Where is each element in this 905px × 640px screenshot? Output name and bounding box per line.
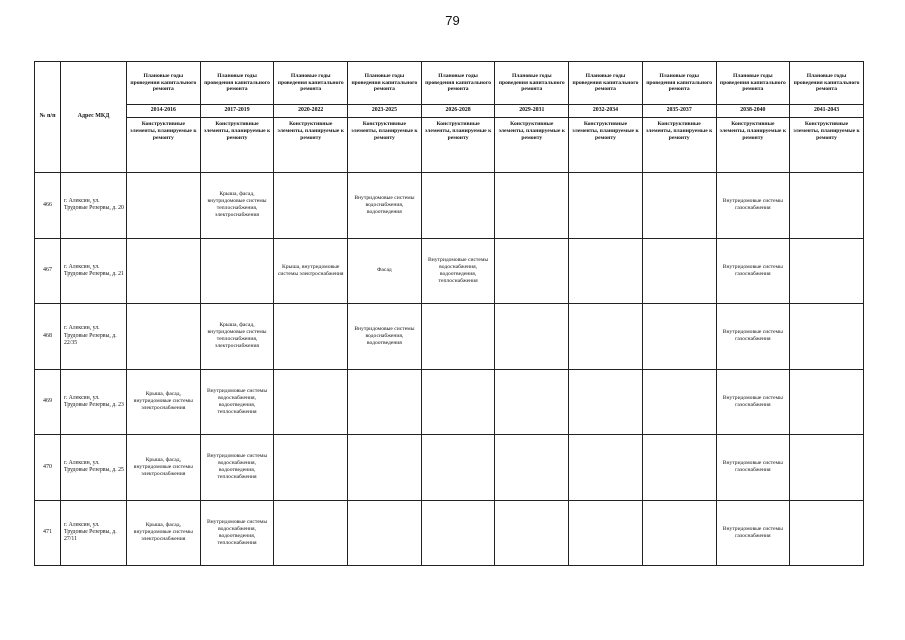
table-cell: Внутридомовые системы водоснабжения, водоотведения (348, 173, 422, 239)
table-cell: Фасад (348, 238, 422, 304)
column-header-address: Адрес МКД (61, 62, 127, 173)
table-cell (200, 238, 274, 304)
repair-plan-table (34, 61, 864, 566)
table-cell: Внутридомовые системы газоснабжения (716, 238, 790, 304)
table-cell (790, 500, 864, 566)
table-cell (348, 500, 422, 566)
column-header-plan-label: Плановые годы проведения капитального ремонта (421, 62, 495, 105)
table-cell: Крыша, фасад, внутридомовые системы теплоснабжения, электроснабжения (200, 304, 274, 370)
table-cell (790, 369, 864, 435)
table-cell (274, 173, 348, 239)
table-cell: Крыша, фасад, внутридомовые системы электроснабжения (127, 369, 201, 435)
table-cell: Крыша, фасад, внутридомовые системы теплоснабжения, электроснабжения (200, 173, 274, 239)
header-row-plan (35, 62, 864, 105)
column-header-period: 2026-2028 (421, 105, 495, 118)
column-header-elements: Конструктивные элементы, планируемые к ремонту (200, 118, 274, 173)
table-row (35, 173, 864, 239)
table-cell: Крыша, фасад, внутридомовые системы электроснабжения (127, 435, 201, 501)
column-header-plan-label: Плановые годы проведения капитального ремонта (790, 62, 864, 105)
table-cell (569, 304, 643, 370)
table-cell (421, 500, 495, 566)
table-cell (642, 435, 716, 501)
table-cell (790, 173, 864, 239)
table-cell: Внутридомовые системы газоснабжения (716, 173, 790, 239)
table-cell (495, 500, 569, 566)
table-cell: Внутридомовые системы водоснабжения, водоотведения, теплоснабжения (421, 238, 495, 304)
row-number: 469 (35, 369, 61, 435)
header-row-elements (35, 118, 864, 173)
column-header-elements: Конструктивные элементы, планируемые к ремонту (642, 118, 716, 173)
column-header-period: 2032-2034 (569, 105, 643, 118)
table-cell (495, 173, 569, 239)
column-header-period: 2014-2016 (127, 105, 201, 118)
table-row (35, 435, 864, 501)
column-header-period: 2029-2031 (495, 105, 569, 118)
table-cell (642, 173, 716, 239)
table-cell (642, 369, 716, 435)
table-cell (127, 238, 201, 304)
table-cell (642, 238, 716, 304)
table-cell: Внутридомовые системы водоснабжения, водоотведения, теплоснабжения (200, 500, 274, 566)
row-address: г. Алексин, ул. Трудовые Резервы, д. 25 (61, 435, 127, 501)
table-row (35, 304, 864, 370)
table-cell: Внутридомовые системы водоснабжения, водоотведения, теплоснабжения (200, 435, 274, 501)
column-header-plan-label: Плановые годы проведения капитального ремонта (348, 62, 422, 105)
column-header-plan-label: Плановые годы проведения капитального ремонта (495, 62, 569, 105)
table-cell (127, 173, 201, 239)
column-header-number: № п/п (35, 62, 61, 173)
row-number: 471 (35, 500, 61, 566)
table-cell: Крыша, внутридомовые системы электроснабжения (274, 238, 348, 304)
table-cell (421, 369, 495, 435)
column-header-elements: Конструктивные элементы, планируемые к ремонту (569, 118, 643, 173)
row-number: 467 (35, 238, 61, 304)
column-header-period: 2038-2040 (716, 105, 790, 118)
table-cell (642, 500, 716, 566)
table-cell (127, 304, 201, 370)
page-number: 79 (445, 13, 460, 28)
row-number: 466 (35, 173, 61, 239)
row-address: г. Алексин, ул. Трудовые Резервы, д. 20 (61, 173, 127, 239)
column-header-plan-label: Плановые годы проведения капитального ремонта (274, 62, 348, 105)
column-header-period: 2041-2043 (790, 105, 864, 118)
column-header-elements: Конструктивные элементы, планируемые к ремонту (348, 118, 422, 173)
table-cell (569, 238, 643, 304)
table-cell (790, 304, 864, 370)
column-header-period: 2020-2022 (274, 105, 348, 118)
row-number: 470 (35, 435, 61, 501)
row-address: г. Алексин, ул. Трудовые Резервы, д. 23 (61, 369, 127, 435)
column-header-plan-label: Плановые годы проведения капитального ремонта (642, 62, 716, 105)
table-cell (274, 304, 348, 370)
column-header-elements: Конструктивные элементы, планируемые к ремонту (127, 118, 201, 173)
table-cell: Крыша, фасад, внутридомовые системы электроснабжения (127, 500, 201, 566)
table-cell (569, 173, 643, 239)
table-row (35, 238, 864, 304)
column-header-plan-label: Плановые годы проведения капитального ремонта (127, 62, 201, 105)
column-header-elements: Конструктивные элементы, планируемые к ремонту (790, 118, 864, 173)
table-cell (495, 435, 569, 501)
row-address: г. Алексин, ул. Трудовые Резервы, д. 22/35 (61, 304, 127, 370)
column-header-period: 2023-2025 (348, 105, 422, 118)
column-header-elements: Конструктивные элементы, планируемые к ремонту (421, 118, 495, 173)
table-cell (421, 304, 495, 370)
table-cell (495, 238, 569, 304)
table-cell (642, 304, 716, 370)
table-cell: Внутридомовые системы газоснабжения (716, 369, 790, 435)
table-cell (274, 369, 348, 435)
column-header-elements: Конструктивные элементы, планируемые к ремонту (495, 118, 569, 173)
column-header-plan-label: Плановые годы проведения капитального ремонта (716, 62, 790, 105)
column-header-plan-label: Плановые годы проведения капитального ремонта (200, 62, 274, 105)
table-cell (348, 435, 422, 501)
table-cell: Внутридомовые системы водоснабжения, водоотведения, теплоснабжения (200, 369, 274, 435)
row-number: 468 (35, 304, 61, 370)
row-address: г. Алексин, ул. Трудовые Резервы, д. 21 (61, 238, 127, 304)
table-cell: Внутридомовые системы водоснабжения, водоотведения (348, 304, 422, 370)
table-cell: Внутридомовые системы газоснабжения (716, 435, 790, 501)
header-row-years (35, 105, 864, 118)
table-cell (348, 369, 422, 435)
table-cell (421, 435, 495, 501)
table-cell (569, 500, 643, 566)
table-cell: Внутридомовые системы газоснабжения (716, 500, 790, 566)
row-address: г. Алексин, ул. Трудовые Резервы, д. 27/11 (61, 500, 127, 566)
table-cell (495, 369, 569, 435)
table-cell (569, 369, 643, 435)
table-cell (421, 173, 495, 239)
table-cell (274, 435, 348, 501)
table-cell (569, 435, 643, 501)
table-cell (790, 435, 864, 501)
table-row (35, 369, 864, 435)
table-cell: Внутридомовые системы газоснабжения (716, 304, 790, 370)
table-cell (790, 238, 864, 304)
table-cell (274, 500, 348, 566)
table-cell (495, 304, 569, 370)
column-header-elements: Конструктивные элементы, планируемые к ремонту (274, 118, 348, 173)
column-header-elements: Конструктивные элементы, планируемые к ремонту (716, 118, 790, 173)
column-header-period: 2017-2019 (200, 105, 274, 118)
column-header-plan-label: Плановые годы проведения капитального ремонта (569, 62, 643, 105)
column-header-period: 2035-2037 (642, 105, 716, 118)
table-row (35, 500, 864, 566)
